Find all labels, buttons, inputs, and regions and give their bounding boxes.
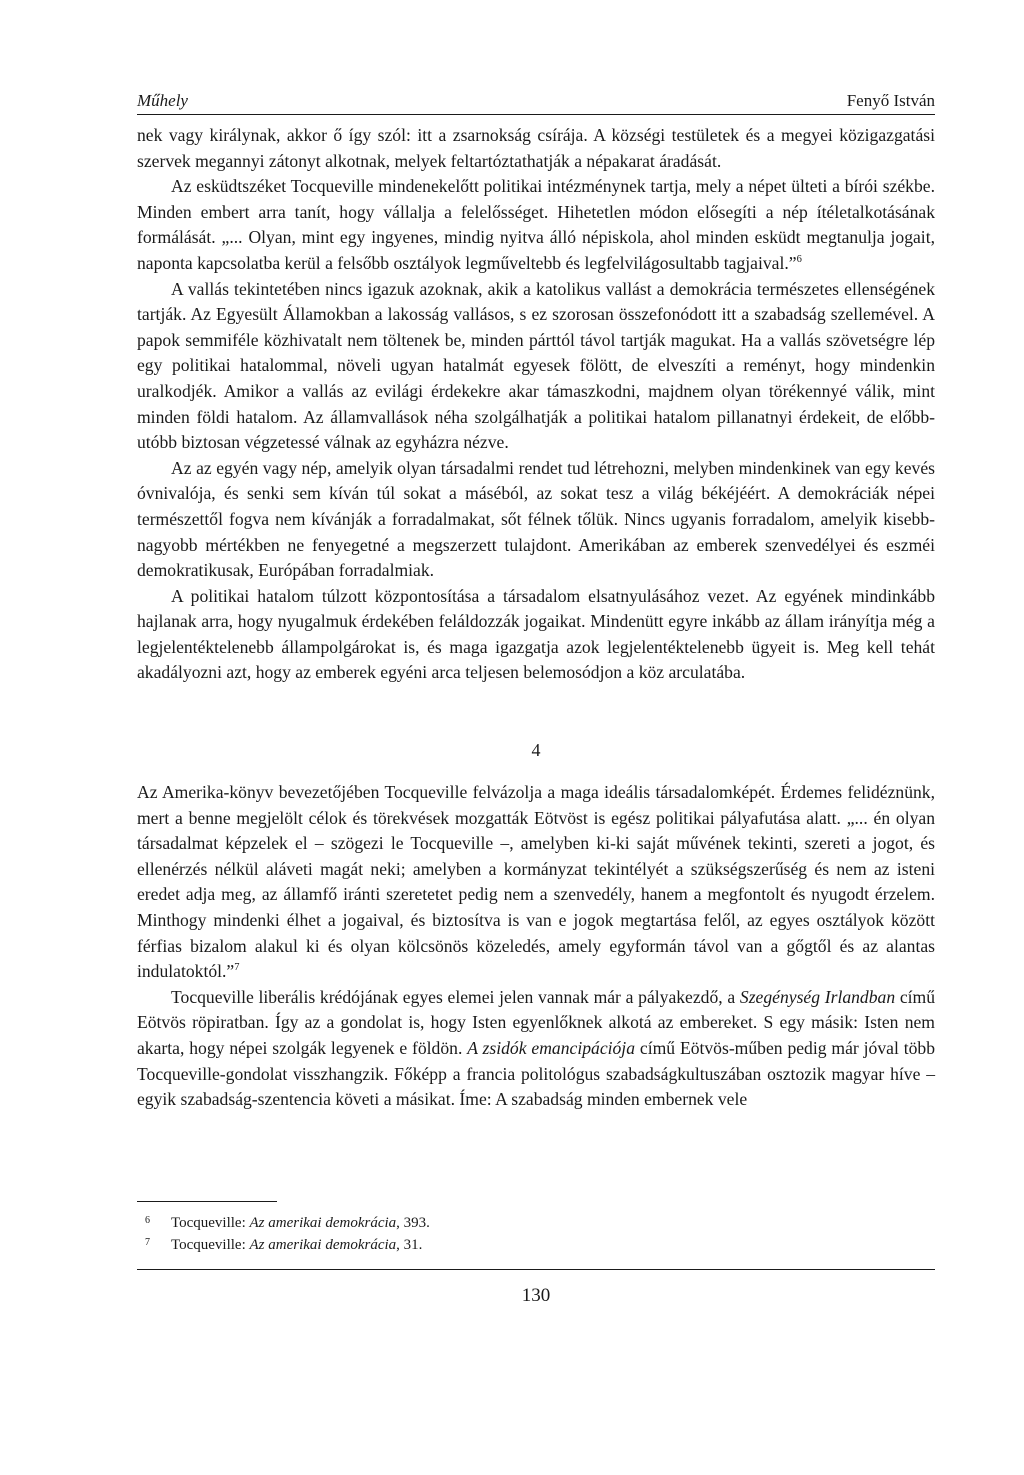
paragraph-text: Az az egyén vagy nép, amelyik olyan társadalmi rendet tud létrehozni, melyben mindenkinek van egy kevés óvnivalója, és senki sem kíván túl sokat a máséból, az sokat tesz a világ békéjéért. A demokráciák népei természettől fogva nem kívánják a forradalmakat, sőt félnek tőlük. Nincs ugyanis forradalom, amelyik kisebb-nagyobb mértékben ne fenyegetné a megszerzett tulajdont. Amerikában az emberek szenvedélyei és eszméi demokratikusak, Európában forradalmiak. <box>137 457 935 581</box>
footnote-text-post: , 31. <box>396 1237 423 1253</box>
paragraphs-after-section <box>137 780 935 1113</box>
book-page <box>137 88 936 1306</box>
paragraph-text: Az esküdtszéket Tocqueville mindenekelőtt politikai intézménynek tartja, mely a népet ülteti a bírói székbe. Minden embert arra tanít, hogy vállalja a felelősséget. Hihetetlen módon elősegíti a nép ítéletalkotásának formálását. „... Olyan, mint egy ingyenes, mindig nyitva álló népiskola, ahol minden esküdt megtanulja jogait, naponta kapcsolatba kerül a felsőbb osztályok legműveltebb és legfelvilágosultabb tagjaival.” <box>137 176 935 273</box>
paragraph-p7 <box>137 985 935 1113</box>
running-head-author: Fenyő István <box>846 91 935 110</box>
footnote-rule <box>137 1201 277 1202</box>
paragraph-p3 <box>137 277 935 456</box>
bottom-rule <box>137 1269 935 1270</box>
paragraph-text: nek vagy királynak, akkor ő így szól: itt a zsarnokság csírája. A községi testületek és a megyei közigazgatási szervek megannyi zátonyt alkotnak, melyek feltartóztathatják a népakarat áradását. <box>137 125 935 171</box>
paragraph-p4 <box>137 456 935 584</box>
paragraphs-before-section <box>137 123 935 686</box>
paragraph-p5 <box>137 584 935 686</box>
paragraph-text: című Eötvös-műben pedig már jóval több Tocqueville-gondolat visszhangzik. Főképp a francia politológus szabadságkultuszában osztozik magyar híve – egyik szabadság-szentencia követi a másikat. Íme: A szabadság minden embernek vele <box>137 1038 935 1110</box>
paragraph-text: című Eötvös röpiratban. Így az a gondolat is, hogy Isten egyenlőknek alkotá az embereket. S egy másik: Isten nem akarta, hogy népei szolgák legyenek e földön. <box>137 986 936 1058</box>
footnote-title: Az amerikai demokrácia <box>249 1215 397 1231</box>
body-text <box>137 123 935 1113</box>
paragraph-text: Tocqueville liberális krédójának egyes elemei jelen vannak már a pályakezdő, a <box>171 986 740 1007</box>
work-title: Szegénység Irlandban <box>739 986 896 1007</box>
paragraph-text: A politikai hatalom túlzott központosítása a társadalom elsatnyulásához vezet. Az egyének mindinkább hajlanak arra, hogy nyugalmuk érdekében feláldozzák jogaikat. Mindenütt egyre inkább az állam irányítja még a legjelentéktelenebb állampolgárokat is, és maga igazgatja azok legjelentéktelenebb ügyeit is. Meg kell tehát akadályozni azt, hogy az emberek egyéni arca teljesen belemosódjon a köz arculatába. <box>137 585 935 683</box>
section-number: 4 <box>531 740 541 761</box>
footnote-7: 7 Tocqueville: Az amerikai demokrácia, 31. <box>145 1237 423 1253</box>
footnote-6: 6 Tocqueville: Az amerikai demokrácia, 393. <box>145 1215 430 1231</box>
running-head-section: Műhely <box>137 91 188 110</box>
paragraph-p2 <box>137 174 935 276</box>
footnote-ref: 7 <box>234 962 240 974</box>
page-number: 130 <box>521 1285 551 1306</box>
footnote-text-pre: Tocqueville: <box>171 1215 250 1231</box>
footnote-ref: 6 <box>796 254 802 266</box>
work-title: A zsidók emancipációja <box>467 1038 635 1058</box>
paragraph-p1 <box>137 123 935 174</box>
footnote-text-pre: Tocqueville: <box>171 1237 250 1253</box>
footnotes <box>137 1201 935 1256</box>
paragraph-text: Az Amerika-könyv bevezetőjében Tocqueville felvázolja a maga ideális társadalomképét. Érdemes felidéznünk, mert a benne megjelölt célok és törekvések mozgatták Eötvöst is egész politikai pályafutása alatt. „... én olyan társadalmat képzelek el – szögezi le Tocqueville –, amelyben ki-ki saját művének tekinti, szereti a jogot, és ellenérzés nélkül aláveti magát neki; amelyben a kormányzat tekintélyét a szükségszerűség és nem az isteni eredet adja meg, az államfő iránti szeretetet pedig nem a szenvedély, hanem a megfontolt és nyugodt érzelem. Minthogy mindenki élhet a jogaival, és biztosítva is van e jogok megtartása felől, az egyes osztályok között férfias bizalom alakul ki és olyan kölcsönös közeledés, amely egyformán távol van a gőgtől és az alantas indulatoktól.” <box>137 782 935 982</box>
running-head <box>137 88 935 115</box>
footnote-title: Az amerikai demokrácia <box>249 1237 397 1253</box>
paragraph-text: A vallás tekintetében nincs igazuk azoknak, akik a katolikus vallást a demokrácia természetes ellenségének tartják. Az Egyesült Államokban a lakosság vallásos, s ez szorosan összefonódott itt a szabadság szellemével. A papok semmiféle közhivatalt nem töltenek be, minden párttól távol tartják magukat. Ha a vallás szövetségre lép egy politikai hatalommal, növeli ugyan hatalmát egyesek fölött, de elveszíti a reményt, hogy mindenkin uralkodjék. Amikor a vallás az evilági érdekekre akar támaszkodni, majdnem olyan törékennyé válik, mint minden földi hatalom. Az államvallások néha szolgálhatják a politikai hatalom pillanatnyi érdekeit, de előbb-utóbb biztosan végzetessé válnak az egyházra nézve. <box>137 278 935 453</box>
paragraph-p6 <box>137 780 935 985</box>
footnote-text-post: , 393. <box>396 1215 430 1231</box>
